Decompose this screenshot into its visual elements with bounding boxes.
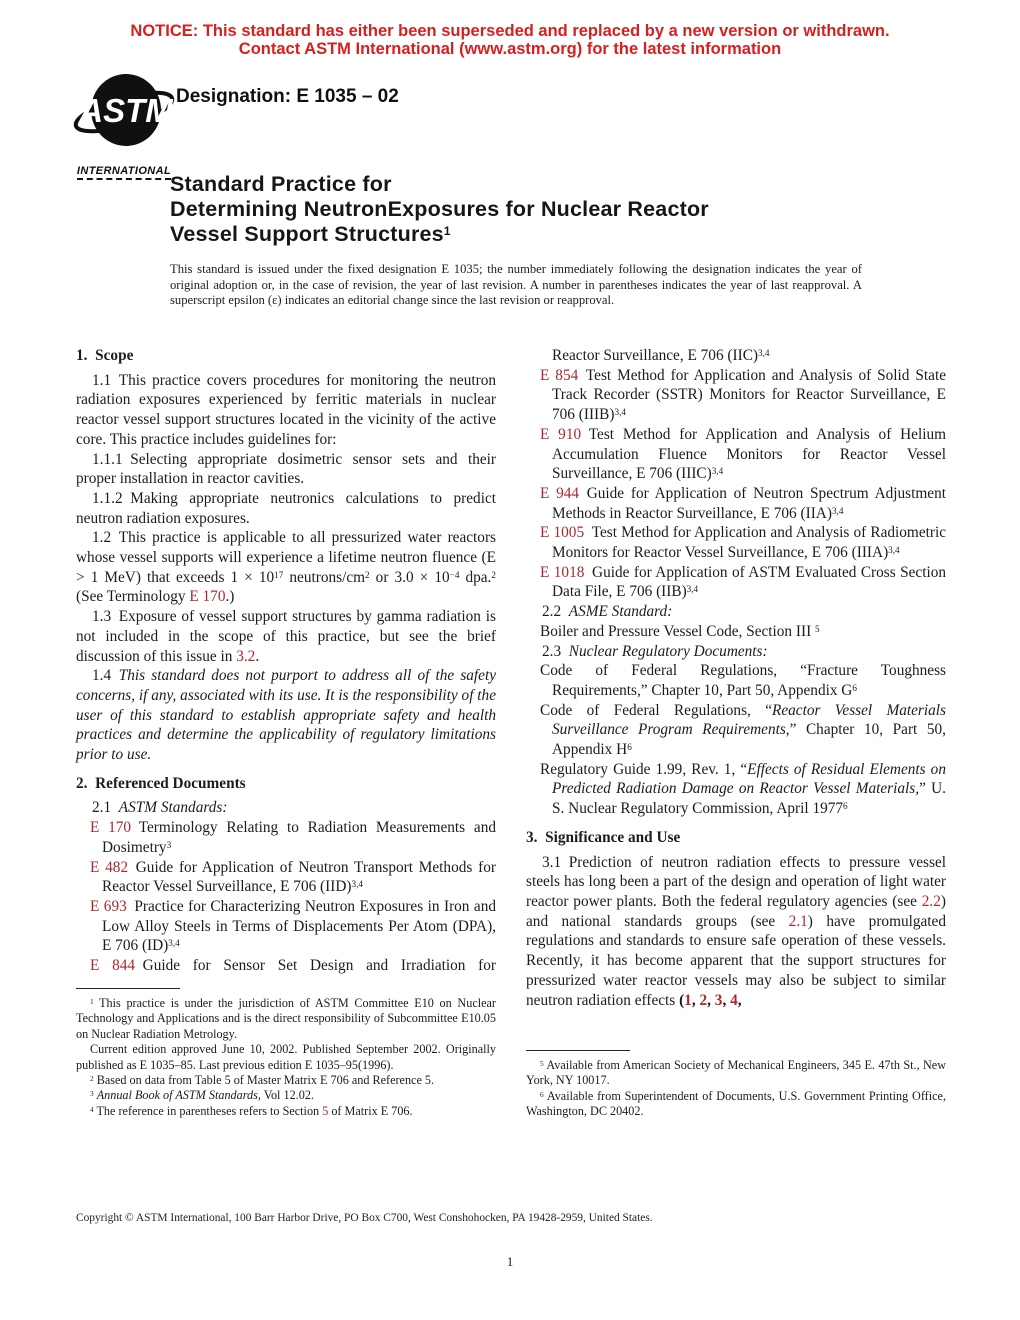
paragraph (526, 523, 946, 562)
text-segment: 6 (852, 682, 857, 693)
text-segment: 3,4 (711, 466, 724, 477)
text-segment: or 3.0 × 10 (369, 568, 450, 586)
paragraph (76, 858, 496, 897)
reference-link[interactable]: E 1018 (540, 563, 585, 581)
paragraph (526, 366, 946, 425)
text-segment: of Matrix E 706. (328, 1103, 413, 1118)
reference-link[interactable]: 1 (684, 991, 692, 1009)
text-segment: 3,4 (888, 544, 900, 555)
text-segment: This standard does not purport to address all of the safety concerns, if any, associated with its use. It is the responsibility of the user of this standard to establish appropriate safety and health practices and determine the applicability of regulatory limitations prior to use. (76, 667, 496, 764)
text-segment: Test Method for Application and Analysis of Radiometric Monitors for Reactor Vessel Surveillance, E 706 (IIIA) (552, 524, 946, 562)
superseded-notice (0, 22, 1020, 58)
paragraph (76, 1073, 496, 1088)
text-segment: Test Method for Application and Analysis of Helium Accumulation Fluence Monitors for Reactor Vessel Surveillance, E 706 (IIIC) (552, 425, 946, 483)
text-segment: ( (679, 991, 685, 1009)
text-segment: Guide for Application of ASTM Evaluated Cross Section Data File, E 706 (IIB) (552, 563, 947, 601)
text-segment: Based on data from Table 5 of Master Matrix E 706 and Reference 5. (93, 1073, 435, 1088)
text-segment: ) and national standards groups (see (526, 892, 946, 930)
text-segment: 1.4 (92, 667, 119, 685)
text-segment: Terminology Relating to Radiation Measurements and Dosimetry (102, 819, 496, 856)
reference-link[interactable]: E 1005 (540, 524, 585, 542)
reference-link[interactable]: 2.2 (921, 892, 941, 910)
text-segment: .) (225, 588, 235, 606)
text-segment: Available from Superintendent of Documents, U.S. Government Printing Office, Washington, DC 20402. (526, 1088, 946, 1119)
text-segment: Guide for Application of Neutron Spectrum Adjustment Methods in Reactor Surveillance, E 706 (IIA) (552, 484, 946, 522)
section-heading (76, 774, 496, 794)
paragraph (76, 897, 496, 956)
reference-link[interactable]: E 910 (540, 425, 582, 443)
text-segment: . (255, 647, 260, 665)
paragraph (526, 622, 946, 642)
notice-line-1: NOTICE: This standard has either been superseded and replaced by a new version or withdrawn. (130, 22, 890, 40)
text-segment: 1. Scope (76, 347, 134, 364)
text-segment: 3.1 Prediction of neutron radiation effects to pressure vessel steels has long been a part of the design and operation of light water reactor power plants. Both the federal regulatory agencies (see (526, 853, 946, 910)
text-segment: 2.1 (92, 799, 119, 817)
text-segment: Reactor Surveillance, E 706 (IIC) (552, 347, 759, 364)
text-segment: The reference in parentheses refers to Section (93, 1103, 323, 1118)
text-segment: 1.1.2 Making appropriate neutronics calculations to predict neutron radiation exposures. (76, 489, 496, 527)
page-number: 1 (506, 1254, 514, 1269)
paragraph (526, 484, 946, 523)
paragraph (526, 602, 946, 622)
section-heading (526, 828, 946, 848)
reference-link[interactable]: E 854 (540, 366, 579, 384)
copyright-line: Copyright © ASTM International, 100 Barr Harbor Drive, PO Box C700, West Conshohocken, PA 19428-2959, United States. (76, 1212, 653, 1224)
text-segment: ASME Standard: (568, 603, 673, 621)
text-segment: Code of Federal Regulations, “ (540, 701, 772, 719)
text-segment: Boiler and Pressure Vessel Code, Section III (540, 622, 816, 640)
paragraph (526, 853, 946, 1011)
title-line-2: Determining NeutronExposures for Nuclear Reactor (170, 197, 709, 221)
text-segment: 3,4 (686, 584, 699, 595)
text-segment: 3,4 (758, 347, 770, 358)
text-segment: 2 (365, 569, 370, 580)
text-segment: 4 (90, 1104, 94, 1114)
text-segment: 3,4 (614, 406, 626, 417)
paragraph (76, 528, 496, 607)
reference-link[interactable]: E 944 (540, 484, 580, 502)
text-segment: ASTM Standards: (118, 799, 228, 817)
text-segment: Test Method for Application and Analysis of Solid State Track Recorder (SSTR) Monitors for Reactor Surveillance, E 706 (IIIB) (552, 366, 946, 424)
text-segment: (See Terminology (76, 588, 190, 606)
paragraph (76, 956, 496, 976)
text-segment: 3,4 (831, 505, 844, 516)
text-segment: 3. Significance and Use (526, 828, 681, 846)
footnotes-left (76, 988, 496, 1119)
paragraph (526, 760, 946, 819)
text-segment: Reactor Vessel Materials Surveillance Program Requirements, (552, 701, 946, 739)
text-segment: ” U. S. Nuclear Regulatory Commission, April 1977 (552, 780, 946, 818)
paragraph (76, 1104, 496, 1119)
reference-link[interactable]: E 482 (90, 858, 129, 876)
reference-link[interactable]: 5 (322, 1103, 329, 1118)
paragraph (526, 642, 946, 662)
text-segment: Code of Federal Regulations, “Fracture Toughness Requirements,” Chapter 10, Part 50, Appendix G (540, 662, 946, 699)
text-segment: Practice for Characterizing Neutron Exposures in Iron and Low Alloy Steels in Terms of Displacements Per Atom (DPA), E 706 (ID) (102, 897, 496, 955)
logo-astm-text: ASTM (79, 92, 173, 129)
designation: Designation: E 1035 – 02 (176, 86, 399, 107)
astm-logo (68, 70, 180, 180)
paragraph (76, 1042, 496, 1073)
footnote-rule (526, 1050, 630, 1051)
document-title (170, 172, 709, 247)
text-segment: 6 (627, 741, 632, 752)
title-line-3: Vessel Support Structures$^1$ (170, 222, 451, 246)
text-segment: This practice is under the jurisdiction of ASTM Committee E10 on Nuclear Technology and Applications and is the direct responsibility of Subcommittee E10.05 on Nuclear Radiation Metrology. (76, 996, 496, 1041)
paragraph (526, 701, 946, 760)
paragraph (76, 818, 496, 857)
text-segment: neutrons/cm (283, 568, 366, 586)
paragraph (76, 489, 496, 528)
text-segment: Guide for Application of Neutron Transport Methods for Reactor Vessel Surveillance, E 706 (IID) (102, 858, 496, 896)
section-heading (76, 346, 496, 366)
text-segment: Regulatory Guide 1.99, Rev. 1, “ (540, 760, 748, 778)
text-segment: dpa. (459, 568, 492, 586)
paragraph (526, 346, 946, 366)
paragraph (526, 563, 946, 602)
text-segment: 17 (274, 569, 284, 580)
globe-icon (72, 70, 176, 156)
paragraph (526, 661, 946, 700)
paragraph (76, 996, 496, 1042)
text-segment: Effects of Residual Elements on Predicted Radiation Damage on Reactor Vessel Materials, (552, 760, 946, 798)
text-segment: 1.1 This practice covers procedures for monitoring the neutron radiation exposures experienced by ferritic materials in nuclear reactor vessel support structures located in the vicinity of the active core. This practice includes guidelines for: (76, 371, 496, 448)
text-segment: Available from American Society of Mechanical Engineers, 345 E. 47th St., New York, NY 10017. (526, 1058, 946, 1088)
paragraph (76, 666, 496, 765)
right-column (526, 346, 946, 1010)
paragraph (526, 1058, 946, 1089)
paragraph (76, 450, 496, 489)
reference-link[interactable]: E 844 (90, 957, 136, 975)
text-segment: Annual Book of ASTM Standards, (96, 1088, 261, 1103)
text-segment: 2. Referenced Documents (76, 774, 246, 792)
reference-link[interactable]: 2 (699, 991, 708, 1009)
footnotes-right (526, 1050, 946, 1120)
footnote-rule (76, 988, 180, 989)
reference-link[interactable]: 3.2 (236, 647, 256, 665)
text-segment: 2.2 (542, 603, 569, 621)
text-segment: 6 (540, 1089, 544, 1099)
text-segment: 1.1.1 Selecting appropriate dosimetric sensor sets and their proper installation in reactor cavities. (76, 450, 496, 488)
text-segment: , (707, 991, 715, 1009)
logo-international-text: INTERNATIONAL (77, 165, 171, 180)
text-segment: 5 (815, 623, 820, 634)
text-segment: , (737, 991, 742, 1009)
reference-link[interactable]: E 170 (90, 819, 132, 837)
text-segment: Vol 12.02. (260, 1088, 314, 1103)
text-segment: 3 (90, 1089, 94, 1099)
text-segment: 2 (90, 1073, 94, 1083)
text-segment: , (691, 991, 700, 1009)
text-segment: 3,4 (168, 938, 180, 949)
text-segment: 5 (540, 1058, 544, 1068)
text-segment: Nuclear Regulatory Documents: (568, 642, 768, 660)
text-segment: 6 (843, 801, 848, 812)
left-column (76, 346, 496, 976)
paragraph (76, 798, 496, 818)
text-segment: , (722, 991, 731, 1009)
text-segment: 1.3 Exposure of vessel support structures by gamma radiation is not included in the scope of this practice, but see the brief discussion of this issue in (76, 608, 496, 665)
issue-note: This standard is issued under the fixed designation E 1035; the number immediately following the designation indicates the year of original adoption or, in the case of revision, the year of last revision. A number in parentheses indicates the year of last reapproval. A superscript epsilon (ε) indicates an editorial change since the last revision or reapproval. (170, 262, 862, 308)
text-segment: Current edition approved June 10, 2002. Published September 2002. Originally published as E 1035–85. Last previous edition E 1035–95(1996). (76, 1042, 496, 1072)
text-segment: 3 (166, 839, 172, 850)
reference-link[interactable]: 4 (730, 991, 738, 1009)
text-segment: 1.2 This practice is applicable to all pressurized water reactors whose vessel supports will experience a lifetime neutron fluence (E > 1 MeV) that exceeds 1 × 10 (76, 529, 496, 586)
paragraph (526, 425, 946, 484)
paragraph (76, 607, 496, 666)
reference-link[interactable]: 3 (714, 991, 723, 1009)
text-segment: 3,4 (351, 879, 363, 890)
reference-link[interactable]: E 693 (90, 897, 127, 915)
text-segment: ” Chapter 10, Part 50, Appendix H (552, 721, 946, 759)
notice-line-2: Contact ASTM International (www.astm.org) for the latest information (238, 40, 782, 58)
reference-link[interactable]: E 170 (189, 588, 226, 606)
text-segment: Guide for Sensor Set Design and Irradiation for (135, 957, 497, 975)
text-segment: 2.3 (542, 642, 569, 660)
text-segment: 2 (491, 569, 496, 580)
paragraph (76, 1088, 496, 1103)
paragraph (76, 371, 496, 450)
text-segment: 1 (90, 996, 94, 1006)
paragraph (526, 1089, 946, 1120)
reference-link[interactable]: 2.1 (788, 912, 808, 930)
title-footnote-marker: 1 (443, 224, 451, 239)
text-segment: −4 (449, 569, 460, 580)
title-line-1: Standard Practice for (170, 172, 392, 196)
text-segment: ) have promulgated regulations and standards to ensure safe operation of these vessels. Recently, it has become apparent that the support structures for pressurized water reactor vessels may also be subject to similar neutron radiation effects (526, 912, 946, 1009)
